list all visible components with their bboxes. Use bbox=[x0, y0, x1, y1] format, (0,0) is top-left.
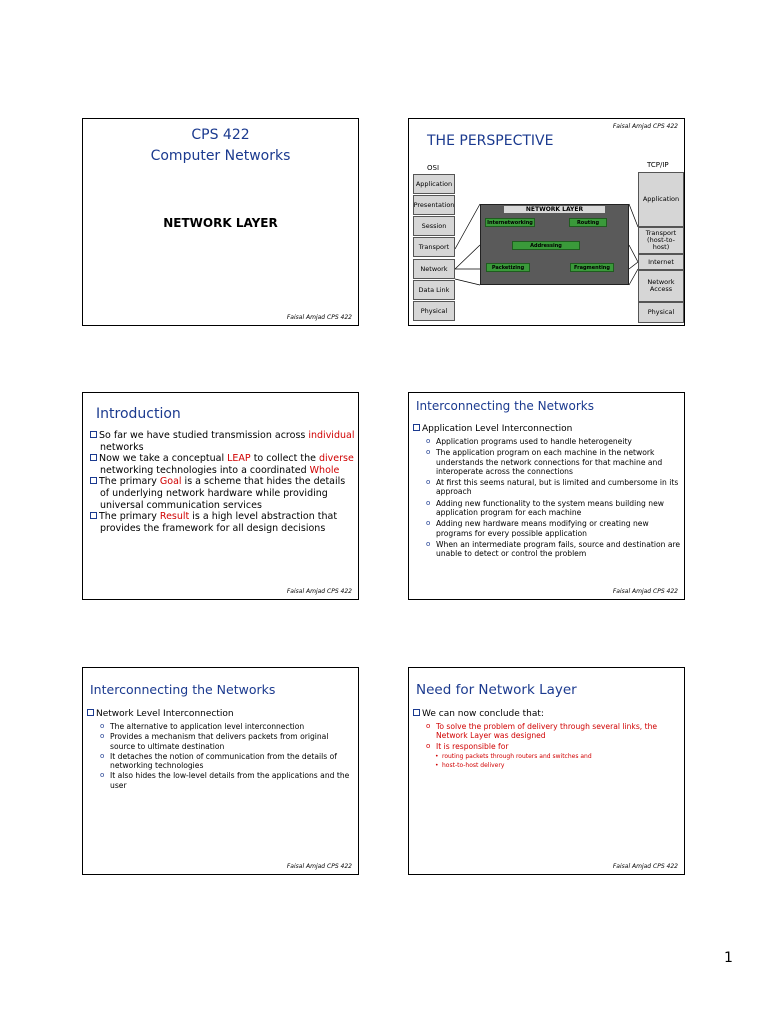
list-item: o To solve the problem of delivery through several links, the Network Layer was designed bbox=[425, 722, 681, 741]
content bbox=[413, 709, 681, 770]
osi-layer-network: Network bbox=[413, 259, 455, 279]
tcp-layer-physical: Physical bbox=[638, 302, 684, 323]
course-code: CPS 422 bbox=[191, 127, 250, 143]
slide-title: Interconnecting the Networks bbox=[416, 399, 594, 413]
bullet-item: So far we have studied transmission across individual networks bbox=[90, 430, 356, 453]
page-number: 1 bbox=[724, 950, 733, 966]
list-item: • routing packets through routers and switches and bbox=[435, 752, 681, 761]
slide-interconnecting-app bbox=[408, 392, 685, 600]
bullet-item: Now we take a conceptual LEAP to collect the diverse networking technologies into a coordinated Whole bbox=[90, 453, 356, 476]
slide-interconnecting-net bbox=[82, 667, 359, 875]
list-item: o When an intermediate program fails, source and destination are unable to detect or control the problem bbox=[425, 540, 681, 559]
bullet-item: The primary Goal is a scheme that hides the details of underlying network hardware while providing universal communication services bbox=[90, 476, 356, 511]
checkbox-bullet-icon bbox=[90, 512, 97, 519]
network-layer-title: NETWORK LAYER bbox=[504, 206, 605, 213]
list-item: o Adding new functionality to the system means building new application program for each machine bbox=[425, 499, 681, 518]
tcp-layer-network-access: Network Access bbox=[638, 270, 684, 302]
sub-bullet-list bbox=[99, 722, 355, 790]
sub-bullet-list bbox=[425, 722, 681, 751]
list-item: o Adding new hardware means modifying or creating new programs for every possible application bbox=[425, 519, 681, 538]
slide-perspective bbox=[408, 118, 685, 326]
checkbox-bullet-icon bbox=[90, 477, 97, 484]
list-item: o It detaches the notion of communication from the details of networking technologies bbox=[99, 752, 355, 771]
osi-layer-data-link: Data Link bbox=[413, 280, 455, 300]
list-item: o Application programs used to handle heterogeneity bbox=[425, 437, 681, 446]
tcp-layer-transport: Transport (host-to-host) bbox=[638, 227, 684, 254]
slide-need-network-layer bbox=[408, 667, 685, 875]
section-heading: Network Level Interconnection bbox=[87, 709, 355, 720]
function-packetizing: Packetizing bbox=[486, 263, 530, 272]
section-heading: We can now conclude that: bbox=[413, 709, 681, 720]
slide-footer: Faisal Amjad CPS 422 bbox=[286, 314, 352, 321]
list-item: o Provides a mechanism that delivers packets from original source to ultimate destination bbox=[99, 732, 355, 751]
sub-sub-bullet-list bbox=[425, 752, 681, 770]
list-item: o It is responsible for bbox=[425, 742, 681, 751]
bullet-list bbox=[90, 430, 356, 534]
slide-title: Interconnecting the Networks bbox=[90, 682, 276, 697]
checkbox-bullet-icon bbox=[413, 424, 420, 431]
osi-layer-session: Session bbox=[413, 216, 455, 236]
tcp-layer-internet: Internet bbox=[638, 254, 684, 270]
tcp-layer-application: Application bbox=[638, 172, 684, 227]
slide-title: Need for Network Layer bbox=[416, 682, 577, 698]
list-item: o At first this seems natural, but is limited and cumbersome in its approach bbox=[425, 478, 681, 497]
content bbox=[413, 424, 681, 559]
slide-footer: Faisal Amjad CPS 422 bbox=[286, 588, 352, 595]
list-item: o The application program on each machine in the network understands the network connections for that machine and interoperate across the connections bbox=[425, 448, 681, 476]
function-routing: Routing bbox=[569, 218, 607, 227]
slide-introduction bbox=[82, 392, 359, 600]
function-internetworking: Internetworking bbox=[485, 218, 535, 227]
checkbox-bullet-icon bbox=[90, 454, 97, 461]
list-item: o The alternative to application level interconnection bbox=[99, 722, 355, 731]
list-item: o It also hides the low-level details from the applications and the user bbox=[99, 771, 355, 790]
osi-label: OSI bbox=[427, 164, 440, 172]
tcp-label: TCP/IP bbox=[647, 161, 669, 169]
slide-subtitle: NETWORK LAYER bbox=[163, 216, 278, 230]
bullet-item: The primary Result is a high level abstraction that provides the framework for all design decisions bbox=[90, 511, 356, 534]
slide-footer: Faisal Amjad CPS 422 bbox=[612, 123, 678, 130]
sub-bullet-list bbox=[425, 437, 681, 559]
osi-layer-application: Application bbox=[413, 174, 455, 194]
function-fragmenting: Fragmenting bbox=[570, 263, 614, 272]
list-item: • host-to-host delivery bbox=[435, 761, 681, 770]
course-name: Computer Networks bbox=[150, 148, 291, 164]
slide-footer: Faisal Amjad CPS 422 bbox=[612, 588, 678, 595]
slide-title bbox=[82, 118, 359, 326]
checkbox-bullet-icon bbox=[413, 709, 420, 716]
osi-layer-physical: Physical bbox=[413, 301, 455, 321]
checkbox-bullet-icon bbox=[87, 709, 94, 716]
section-heading: Application Level Interconnection bbox=[413, 424, 681, 435]
slide-footer: Faisal Amjad CPS 422 bbox=[286, 863, 352, 870]
network-layer-box bbox=[480, 204, 629, 285]
slide-title: THE PERSPECTIVE bbox=[427, 133, 554, 149]
function-addressing: Addressing bbox=[512, 241, 580, 250]
content bbox=[87, 709, 355, 790]
slide-title: Introduction bbox=[96, 406, 181, 422]
checkbox-bullet-icon bbox=[90, 431, 97, 438]
osi-layer-presentation: Presentation bbox=[413, 195, 455, 215]
slide-footer: Faisal Amjad CPS 422 bbox=[612, 863, 678, 870]
osi-layer-transport: Transport bbox=[413, 237, 455, 257]
